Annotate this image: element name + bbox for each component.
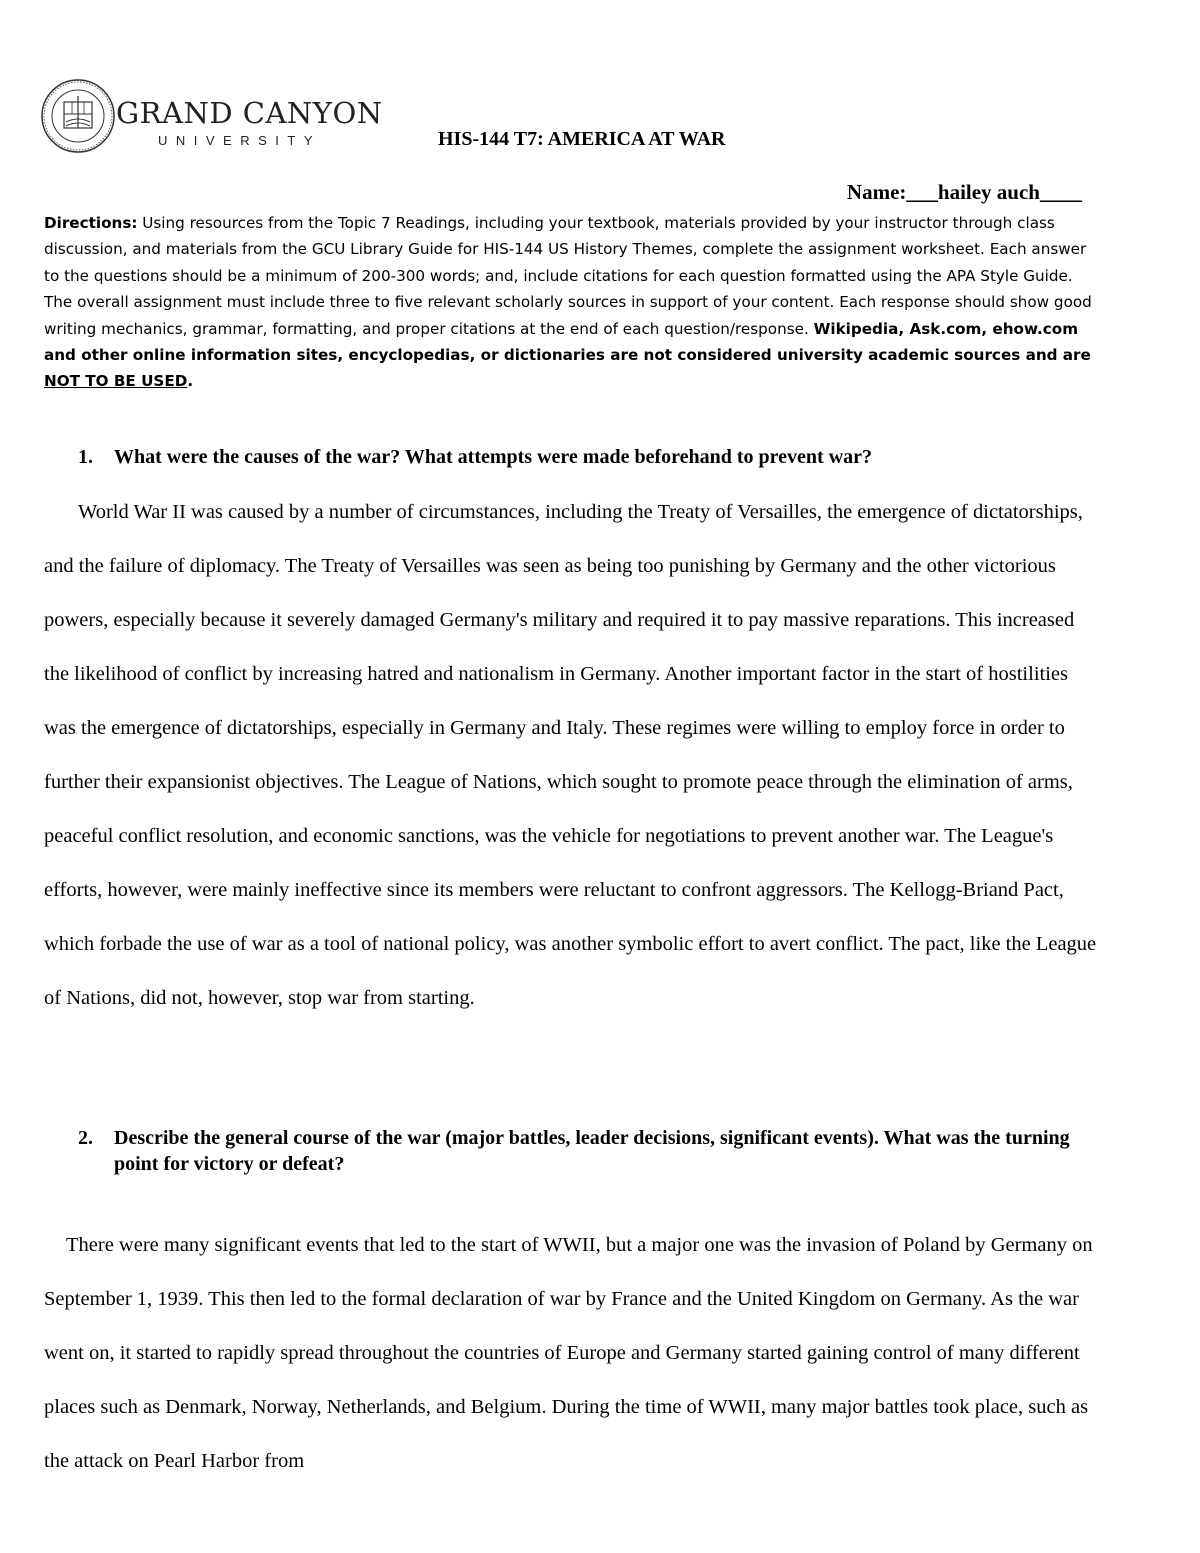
document-title: HIS-144 T7: AMERICA AT WAR [438,128,726,150]
directions-label: Directions: [44,214,138,232]
name-label: Name: [846,180,907,204]
university-seal-icon [40,78,116,154]
answer-2: There were many significant events that led to the start of WWII, but a major one was the invasion of Poland by Germany on September 1, 1939. This then led to the formal declaration of war by France and the United Kingdom on Germany. As the war went on, it started to rapidly spread throughout the countries of Europe and Germany started gaining control of many different places such as Denmark, Norway, Netherlands, and Belgium. During the time of WWII, many major battles took place, such as the attack on Pearl Harbor from [44,1234,1093,1472]
question-number: 2. [78,1127,93,1149]
directions-end: . [187,372,194,391]
answer-1: World War II was caused by a number of circumstances, including the Treaty of Versailles, the emergence of dictatorships, and the failure of diplomacy. The Treaty of Versailles was seen as being too punishing by Germany and the other victorious powers, especially because it severely damaged Germany's military and required it to pay massive reparations. This increased the likelihood of conflict by increasing hatred and nationalism in Germany. Another important factor in the start of hostilities was the emergence of dictatorships, especially in Germany and Italy. These regimes were willing to employ force in order to further their expansionist objectives. The League of Nations, which sought to promote peace through the elimination of arms, peaceful conflict resolution, and economic sanctions, was the vehicle for negotiations to prevent another war. The League's efforts, however, were mainly ineffective since its members were reluctant to confront aggressors. The Kellogg-Briand Pact, which forbade the use of war as a tool of national policy, was another symbolic effort to avert conflict. The pact, like the League of Nations, did not, however, stop war from starting. [44,501,1097,1009]
logo-text-sub: UNIVERSITY [158,133,322,148]
not-to-be-used: NOT TO BE USED [44,372,188,391]
directions-bold-text: Wikipedia, Ask.com, ehow.com and other online information sites, encyclopedias, or dictionaries are not considered university academic sources and are [44,319,1091,365]
question-2 [78,1125,1088,1177]
university-logo [40,78,383,158]
question-text: Describe the general course of the war (major battles, leader decisions, significant events). What was the turning point for victory or defeat? [114,1127,1070,1175]
question-1 [78,444,1088,470]
directions-text: Using resources from the Topic 7 Readings, including your textbook, materials provided by your instructor through class discussion, and materials from the GCU Library Guide for HIS-144 US History Themes, complete the assignment worksheet. Each answer to the questions should be a minimum of 200-300 words; and, include citations for each question formatted using the APA Style Guide. The overall assignment must include three to five relevant scholarly sources in support of your content. Each response should show good writing mechanics, grammar, formatting, and proper citations at the end of each question/response. [44,214,1092,338]
directions-paragraph [44,210,1104,395]
student-name-line [847,180,1082,205]
logo-text-main: GRAND CANYON [116,96,383,130]
name-value: ___hailey auch____ [906,180,1082,204]
question-text: What were the causes of the war? What attempts were made beforehand to prevent war? [114,446,873,468]
question-number: 1. [78,446,93,468]
